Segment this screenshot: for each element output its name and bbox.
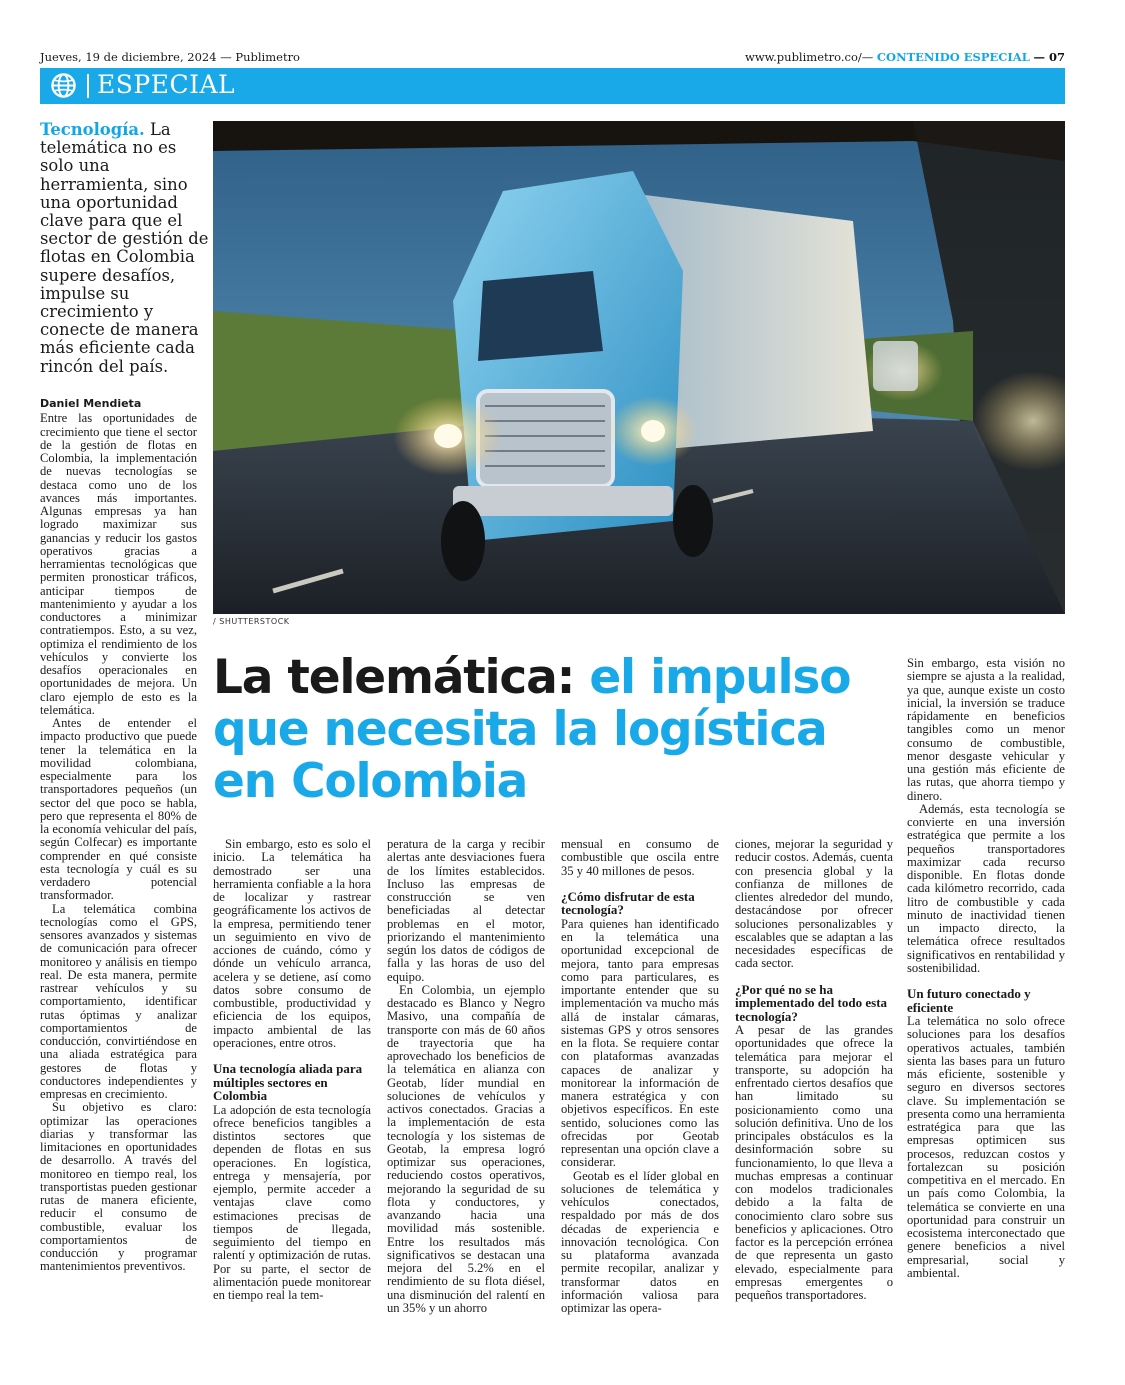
lede-paragraph (40, 121, 210, 376)
subheading: Una tecnología aliada para múltiples sectores en Colombia (213, 1061, 363, 1103)
photo-credit: / SHUTTERSTOCK (213, 617, 290, 626)
site-url[interactable]: www.publimetro.co/— (744, 50, 874, 64)
paragraph: Su objetivo es claro: optimizar las operaciones diarias y transformar las limitaciones en oportunidades de desarrollo. A través del monitoreo en tiempo real, los transportistas pueden gestionar rutas de manera eficiente, reducir el consumo de combustible, evaluar los comportamientos de conducción y programar mantenimientos preventivos. (40, 1100, 197, 1274)
lede-kicker: Tecnología. (40, 120, 145, 139)
section-title: ESPECIAL (97, 70, 236, 99)
byline: Daniel Mendieta (40, 397, 142, 410)
paragraph: Antes de entender el impacto productivo que puede tener la telemática en la movilidad colombiana, especialmente para los transportadores pequeños (un sector del que poco se habla, pero que representa el 80% de la economía vehicular del país, según Colfecar) es importante comprender en qué consiste esta tecnología y cuál es su verdadero potencial transformador. (40, 716, 197, 903)
section-band (40, 68, 1065, 104)
lede-text: La telemática no es solo una herramienta, sino una oportunidad clave para que el sector de gestión de flotas en Colombia supere desafíos, impulse su crecimiento y conecte de manera más eficiente cada rincón del país. (40, 120, 209, 376)
paragraph: En Colombia, un ejemplo destacado es Blanco y Negro Masivo, una compañía de transporte con más de 60 años de trayectoria que ha aprovechado los beneficios de la telemática en alianza con Geotab, líder mundial en soluciones de vehículos y activos conectados. Gracias a la implementación de esta tecnología y los sistemas de Geotab, la empresa logró optimizar sus operaciones, reduciendo costos operativos, mejorando la seguridad de su flota y conductores, y avanzando hacia una movilidad más sostenible. Entre los resultados más significativos se destacan una mejora del 5.2% en el rendimiento de su flota diésel, una disminución del ralentí en un 35% y un ahorro (387, 982, 545, 1315)
headline-part2: el impulso que necesita la logística en Colombia (213, 650, 851, 809)
headline-part1: La telemática: (213, 650, 575, 705)
headline (213, 652, 898, 808)
globe-icon (50, 72, 77, 99)
special-content-label: CONTENIDO ESPECIAL (876, 50, 1030, 64)
article-column-3 (387, 838, 545, 1315)
paragraph: Sin embargo, esta visión no siempre se ajusta a la realidad, ya que, aunque existe un costo inicial, la inversión se traduce rápidamente en beneficios tangibles como un menor consumo de combustible, menor desgaste vehicular y una gestión más eficiente de las rutas, que ahorra tiempo y dinero. (907, 656, 1065, 803)
page-number: — 07 (1033, 50, 1065, 64)
paragraph: Geotab es el líder global en soluciones de telemática y vehículos conectados, respaldado por más de dos décadas de experiencia e innovación tecnológica. Con su plataforma avanzada permite recopilar, analizar y transformar datos en información valiosa para optimizar las opera- (561, 1168, 719, 1315)
paragraph: La adopción de esta tecnología ofrece beneficios tangibles a distintos sectores que dependen de flotas en sus operaciones. En logística, entrega y mensajería, por ejemplo, permite acceder a ventajas clave como estimaciones precisas de tiempos de llegada, seguimiento del tiempo en ralentí y optimización de rutas. Por su parte, el sector de alimentación puede monitorear en tiempo real la tem- (213, 1102, 371, 1302)
paragraph: Sin embargo, esto es solo el inicio. La telemática ha demostrado ser una herramienta confiable a la hora de localizar y rastrear geográficamente los activos de la empresa, permitiendo tener un seguimiento en vivo de acciones de cuándo, cómo y dónde un vehículo arranca, acelera y se detiene, así como datos sobre consumo de combustible, productividad y eficiencia de los equipos, impacto ambiental de las operaciones, entre otros. (213, 837, 371, 1050)
paragraph: Además, esta tecnología se convierte en una inversión estratégica que permite a los pequeños transportadores maximizar cada recurso disponible. En flotas donde cada kilómetro recorrido, cada litro de combustible y cada minuto de inactividad tienen un impacto directo, la telemática ofrece resultados significativos en rentabilidad y sostenibilidad. (907, 801, 1065, 975)
date-line: Jueves, 19 de diciembre, 2024 — Publimetro (40, 50, 300, 64)
article-column-2 (213, 838, 371, 1302)
article-column-4 (561, 838, 719, 1315)
truck-photo (213, 121, 1065, 614)
article-column-6 (907, 657, 1065, 1280)
article-column-1 (40, 397, 197, 1274)
paragraph: A pesar de las grandes oportunidades que ofrece la telemática para mejorar el transporte, su adopción ha enfrentado ciertos desafíos que han limitado su posicionamiento como una solución definitiva. Uno de los principales obstáculos es la desinformación sobre su funcionamiento, lo que lleva a muchas empresas a continuar con modelos tradicionales debido a la falta de conocimiento claro sobre sus beneficios y aplicaciones. Otro factor es la percepción errónea de que representa un gasto elevado, especialmente para empresas emergentes o pequeños transportadores. (735, 1023, 893, 1302)
truck-illustration (213, 121, 1065, 614)
subheading: ¿Por qué no se ha implementado del todo esta tecnología? (735, 981, 888, 1024)
subheading: Un futuro conectado y eficiente (907, 986, 1031, 1015)
band-divider (87, 74, 89, 98)
paragraph: ciones, mejorar la seguridad y reducir costos. Además, cuenta con presencia global y la confianza de millones de clientes alrededor del mundo, destacándose por ofrecer soluciones personalizables y escalables que se adaptan a las necesidades específicas de cada sector. (735, 837, 893, 971)
paragraph: mensual en consumo de combustible que oscila entre 35 y 40 millones de pesos. (561, 837, 719, 878)
paragraph: La telemática no solo ofrece soluciones para los desafíos operativos actuales, también sienta las bases para un futuro más eficiente, sostenible y seguro en diversos sectores clave. Su implementación se presenta como una herramienta estratégica para que las empresas optimicen sus procesos, reduzcan costos y fortalezcan su posición competitiva en el mercado. En un país como Colombia, la telemática se convierte en una oportunidad para construir un ecosistema interconectado que genere beneficios a nivel empresarial, social y ambiental. (907, 1014, 1065, 1280)
paragraph: Entre las oportunidades de crecimiento que tiene el sector de la gestión de flotas en Colombia, la implementación de nuevas tecnologías se destaca como uno de los avances más importantes. Algunas empresas ya han logrado maximizar sus ganancias y reducir los gastos operativos gracias a herramientas tecnológicas que permiten pronosticar tráficos, anticipar tiempos de mantenimiento y ayudar a los conductores a minimizar contratiempos. Esto, a su vez, optimiza el rendimiento de los vehículos y convierte los desafíos operacionales en oportunidades de mejora. Un claro ejemplo de esto es la telemática. (40, 411, 197, 717)
article-column-5 (735, 838, 893, 1302)
paragraph: La telemática combina tecnologías como el GPS, sensores avanzados y sistemas de comunicación para ofrecer monitoreo y análisis en tiempo real. De esta manera, permite rastrear vehículos y su comportamiento, identificar rutas óptimas y analizar comportamientos de conducción, convirtiéndose en una aliada estratégica para gestores de flotas y conductores independientes y empresas en crecimiento. (40, 901, 197, 1101)
paragraph: peratura de la carga y recibir alertas ante desviaciones fuera de los límites establecidos. Incluso las empresas de construcción se ven beneficiadas al detectar problemas en el motor, priorizando el mantenimiento según los datos de códigos de falla y las horas de uso del equipo. (387, 837, 545, 984)
paragraph: Para quienes han identificado en la telemática una oportunidad excepcional de mejora, tanto para empresas como para particulares, es importante entender que su implementación va mucho más allá de instalar cámaras, sistemas GPS y otros sensores en la flota. Se requiere contar con plataformas avanzadas capaces de analizar y monitorear la información de manera estratégica y con objetivos específicos. En este sentido, soluciones como las ofrecidas por Geotab representan una opción clave a considerar. (561, 916, 719, 1170)
page-header (40, 47, 1065, 67)
subheading: ¿Cómo disfrutar de esta tecnología? (561, 888, 695, 918)
header-right (745, 50, 1065, 64)
